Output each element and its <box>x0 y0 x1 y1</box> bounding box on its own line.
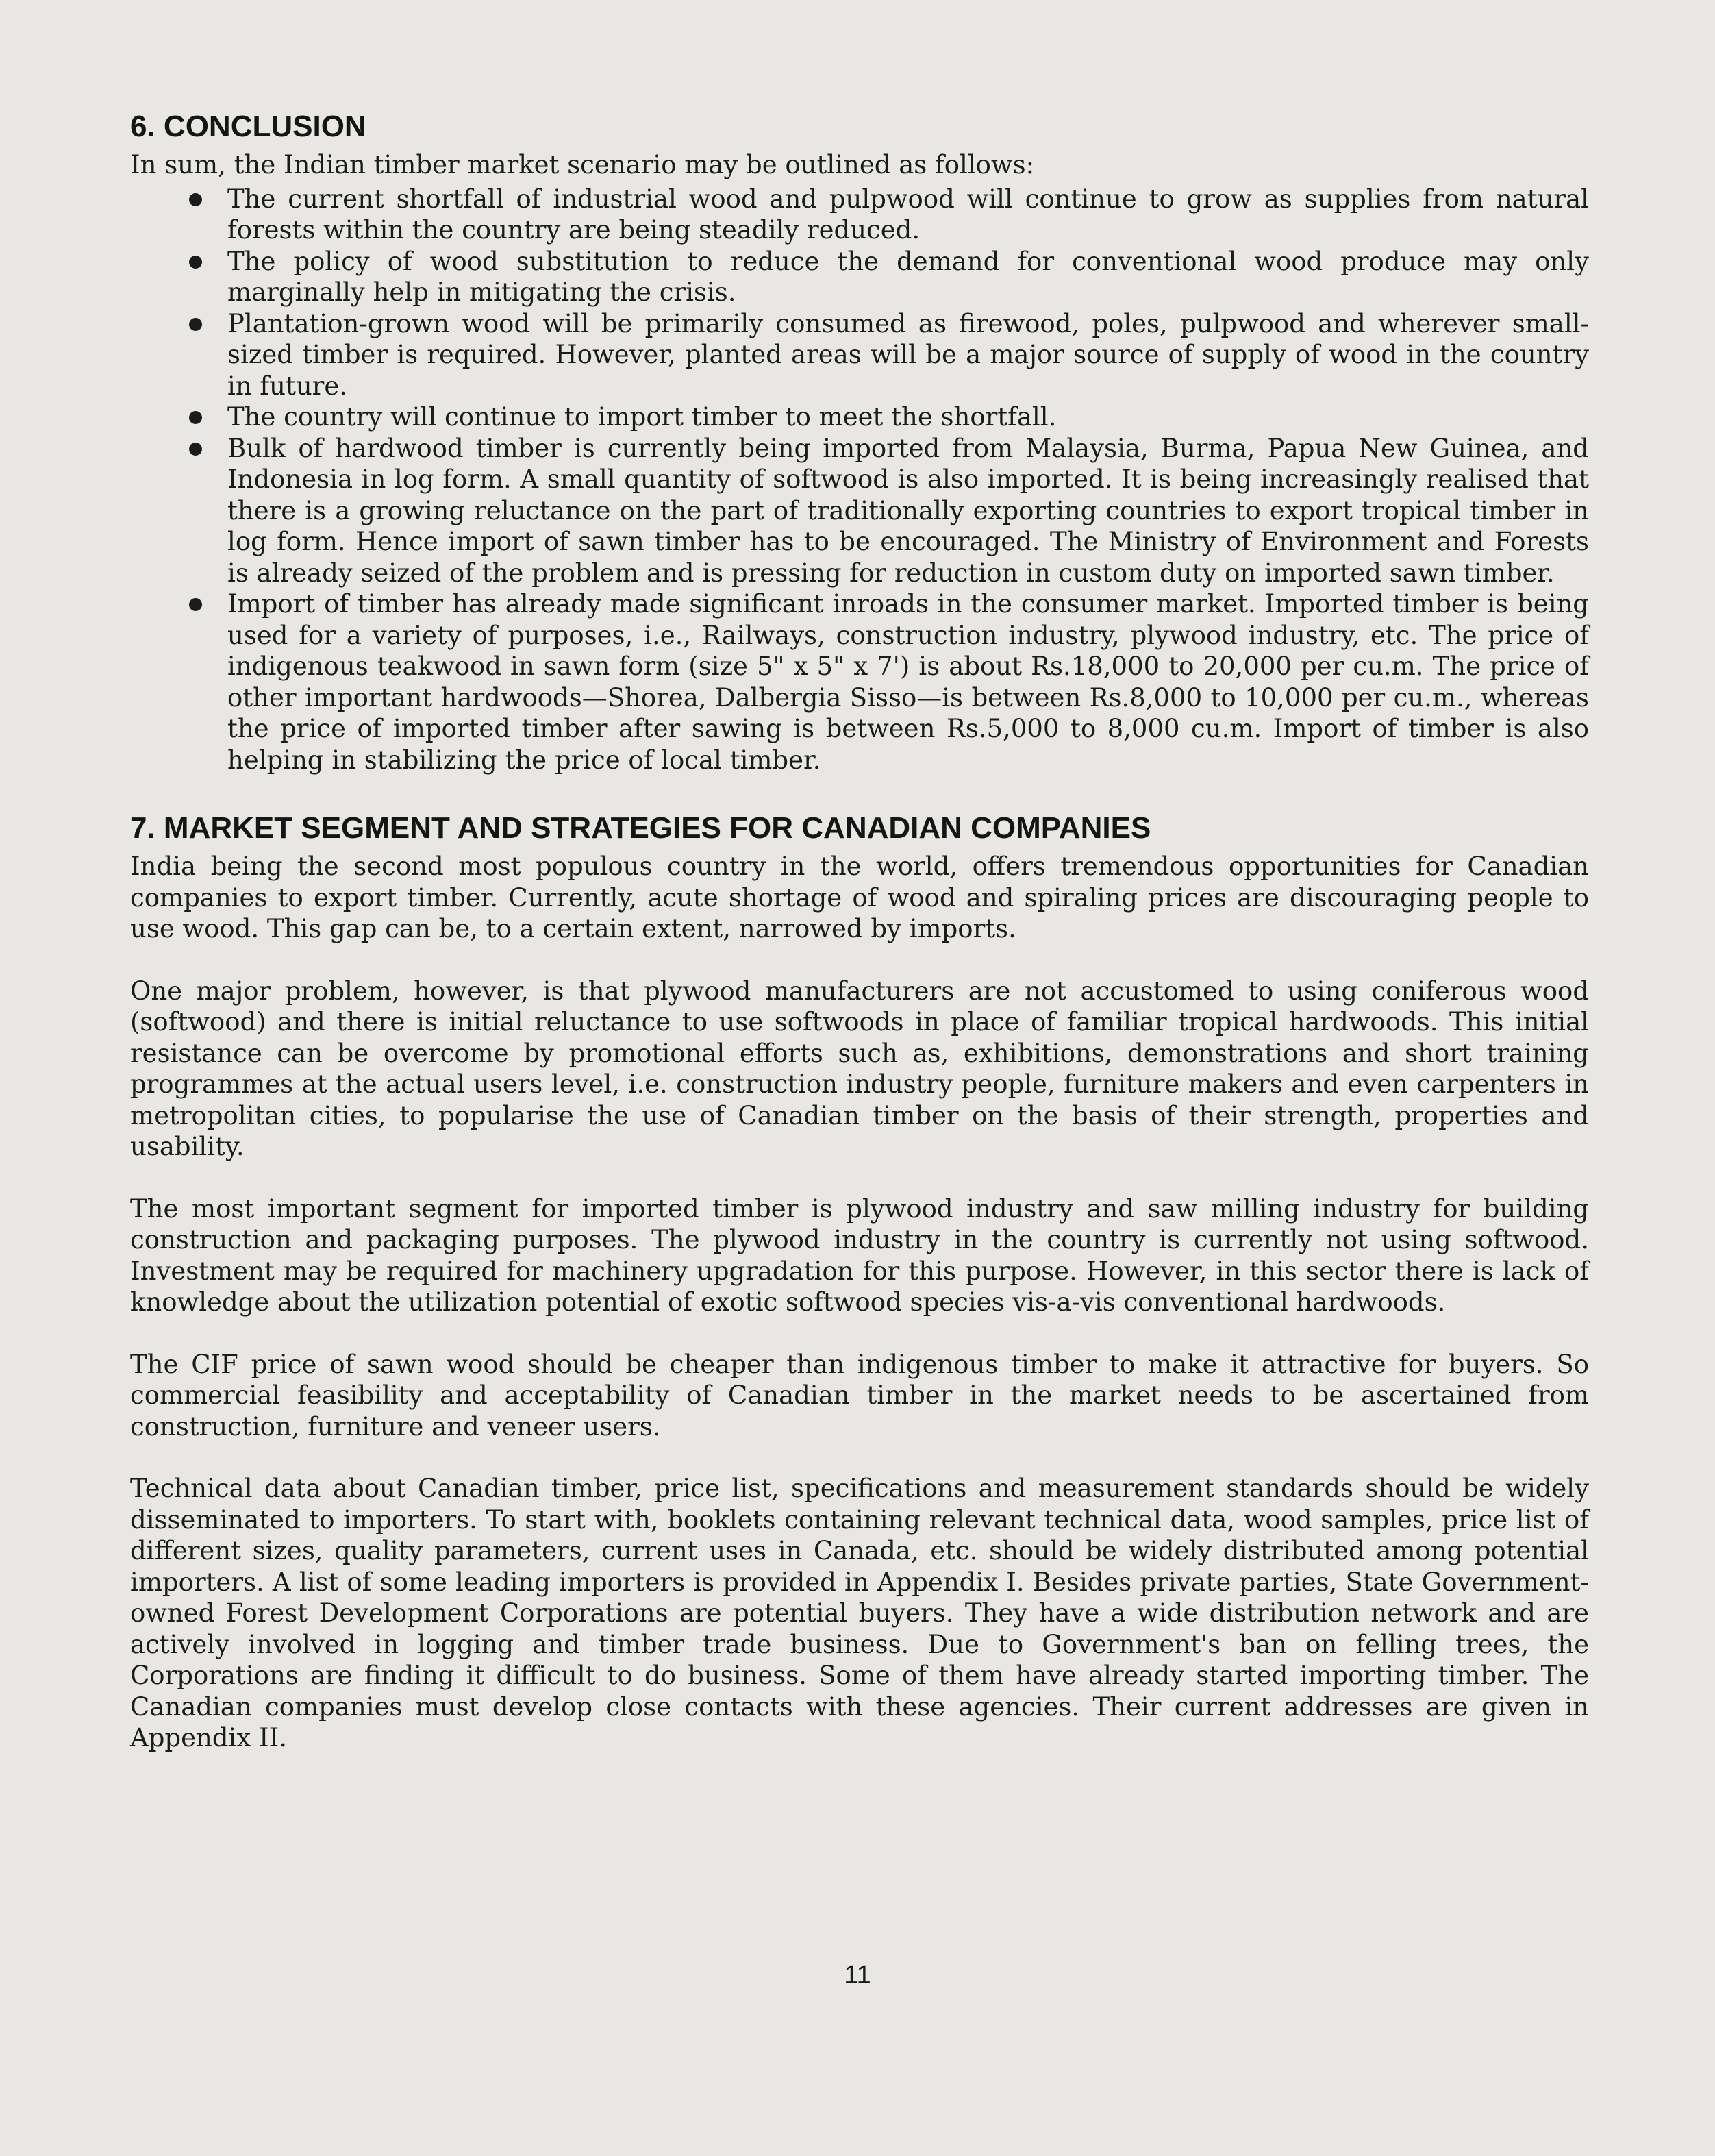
bullet-item <box>227 308 1589 402</box>
paragraph: One major problem, however, is that plywood manufacturers are not accustomed to using coniferous wood (softwood) and there is initial reluctance to use softwoods in place of familiar tropical hardwoods. This initial resistance can be overcome by promotional efforts such as, exhibitions, demonstrations and short training programmes at the actual users level, i.e. construction industry people, furniture makers and even carpenters in metropolitan cities, to popularise the use of Canadian timber on the basis of their strength, properties and usability. <box>130 976 1589 1161</box>
bullet-item <box>227 246 1589 308</box>
paragraph: India being the second most populous country in the world, offers tremendous opportunities for Canadian companies to export timber. Currently, acute shortage of wood and spiraling prices are discouraging people to use wood. This gap can be, to a certain extent, narrowed by imports. <box>130 852 1589 943</box>
bullet-text: The country will continue to import timber to meet the shortfall. <box>227 402 1057 432</box>
paragraph: The CIF price of sawn wood should be cheaper than indigenous timber to make it attractive for buyers. So commercial feasibility and acceptability of Canadian timber in the market needs to be ascertained from construction, furniture and veneer users. <box>130 1349 1589 1441</box>
page-number: 11 <box>844 1961 871 1990</box>
bullet-text: The current shortfall of industrial wood and pulpwood will continue to grow as supplies from natural forests within the country are being steadily reduced. <box>227 184 1589 245</box>
section-market-segment <box>130 810 1589 1754</box>
bullet-text: The policy of wood substitution to reduce the demand for conventional wood produce may only marginally help in mitigating the crisis. <box>227 246 1589 307</box>
bullet-item <box>227 433 1589 589</box>
bullet-dot-icon <box>189 411 202 424</box>
bullet-dot-icon <box>189 598 202 611</box>
bullet-dot-icon <box>189 318 202 331</box>
bullet-text: Plantation-grown wood will be primarily consumed as firewood, poles, pulpwood and wherever small-sized timber is required. However, planted areas will be a major source of supply of wood in the country in future. <box>227 308 1589 401</box>
section-heading-conclusion: 6. CONCLUSION <box>130 110 366 143</box>
section-conclusion <box>130 108 1589 776</box>
bullet-item <box>227 401 1589 433</box>
paragraph: Technical data about Canadian timber, price list, specifications and measurement standards should be widely disseminated to importers. To start with, booklets containing relevant technical data, wood samples, price list of different sizes, quality parameters, current uses in Canada, etc. should be widely distributed among potential importers. A list of some leading importers is provided in Appendix I. Besides private parties, State Government-owned Forest Development Corporations are potential buyers. They have a wide distribution network and are actively involved in logging and timber trade business. Due to Government's ban on felling trees, the Corporations are finding it difficult to do business. Some of them have already started importing timber. The Canadian companies must develop close contacts with these agencies. Their current addresses are given in Appendix II. <box>130 1474 1589 1752</box>
bullet-text: Bulk of hardwood timber is currently being imported from Malaysia, Burma, Papua New Guinea, and Indonesia in log form. A small quantity of softwood is also imported. It is being increasingly realised that there is a growing reluctance on the part of traditionally exporting countries to export tropical timber in log form. Hence import of sawn timber has to be encouraged. The Ministry of Environment and Forests is already seized of the problem and is pressing for reduction in custom duty on imported sawn timber. <box>227 433 1589 588</box>
bullet-dot-icon <box>189 256 202 269</box>
conclusion-bullet-list <box>130 184 1589 776</box>
conclusion-intro: In sum, the Indian timber market scenario may be outlined as follows: <box>130 150 1035 179</box>
bullet-dot-icon <box>189 443 202 456</box>
section-heading-market-segment: 7. MARKET SEGMENT AND STRATEGIES FOR CANADIAN COMPANIES <box>130 811 1151 845</box>
bullet-text: Import of timber has already made significant inroads in the consumer market. Imported timber is being used for a variety of purposes, i.e., Railways, construction industry, plywood industry, etc. The price of indigenous teakwood in sawn form (size 5" x 5" x 7') is about Rs.18,000 to 20,000 per cu.m. The price of other important hardwoods—Shorea, Dalbergia Sisso—is between Rs.8,000 to 10,000 per cu.m., whereas the price of imported timber after sawing is between Rs.5,000 to 8,000 cu.m. Import of timber is also helping in stabilizing the price of local timber. <box>227 589 1589 775</box>
paragraph: The most important segment for imported timber is plywood industry and saw milling industry for building construction and packaging purposes. The plywood industry in the country is currently not using softwood. Investment may be required for machinery upgradation for this purpose. However, in this sector there is lack of knowledge about the utilization potential of exotic softwood species vis-a-vis conventional hardwoods. <box>130 1193 1589 1317</box>
bullet-item <box>227 588 1589 776</box>
bullet-item <box>227 184 1589 246</box>
bullet-dot-icon <box>189 193 202 206</box>
document-page <box>130 108 1589 1785</box>
